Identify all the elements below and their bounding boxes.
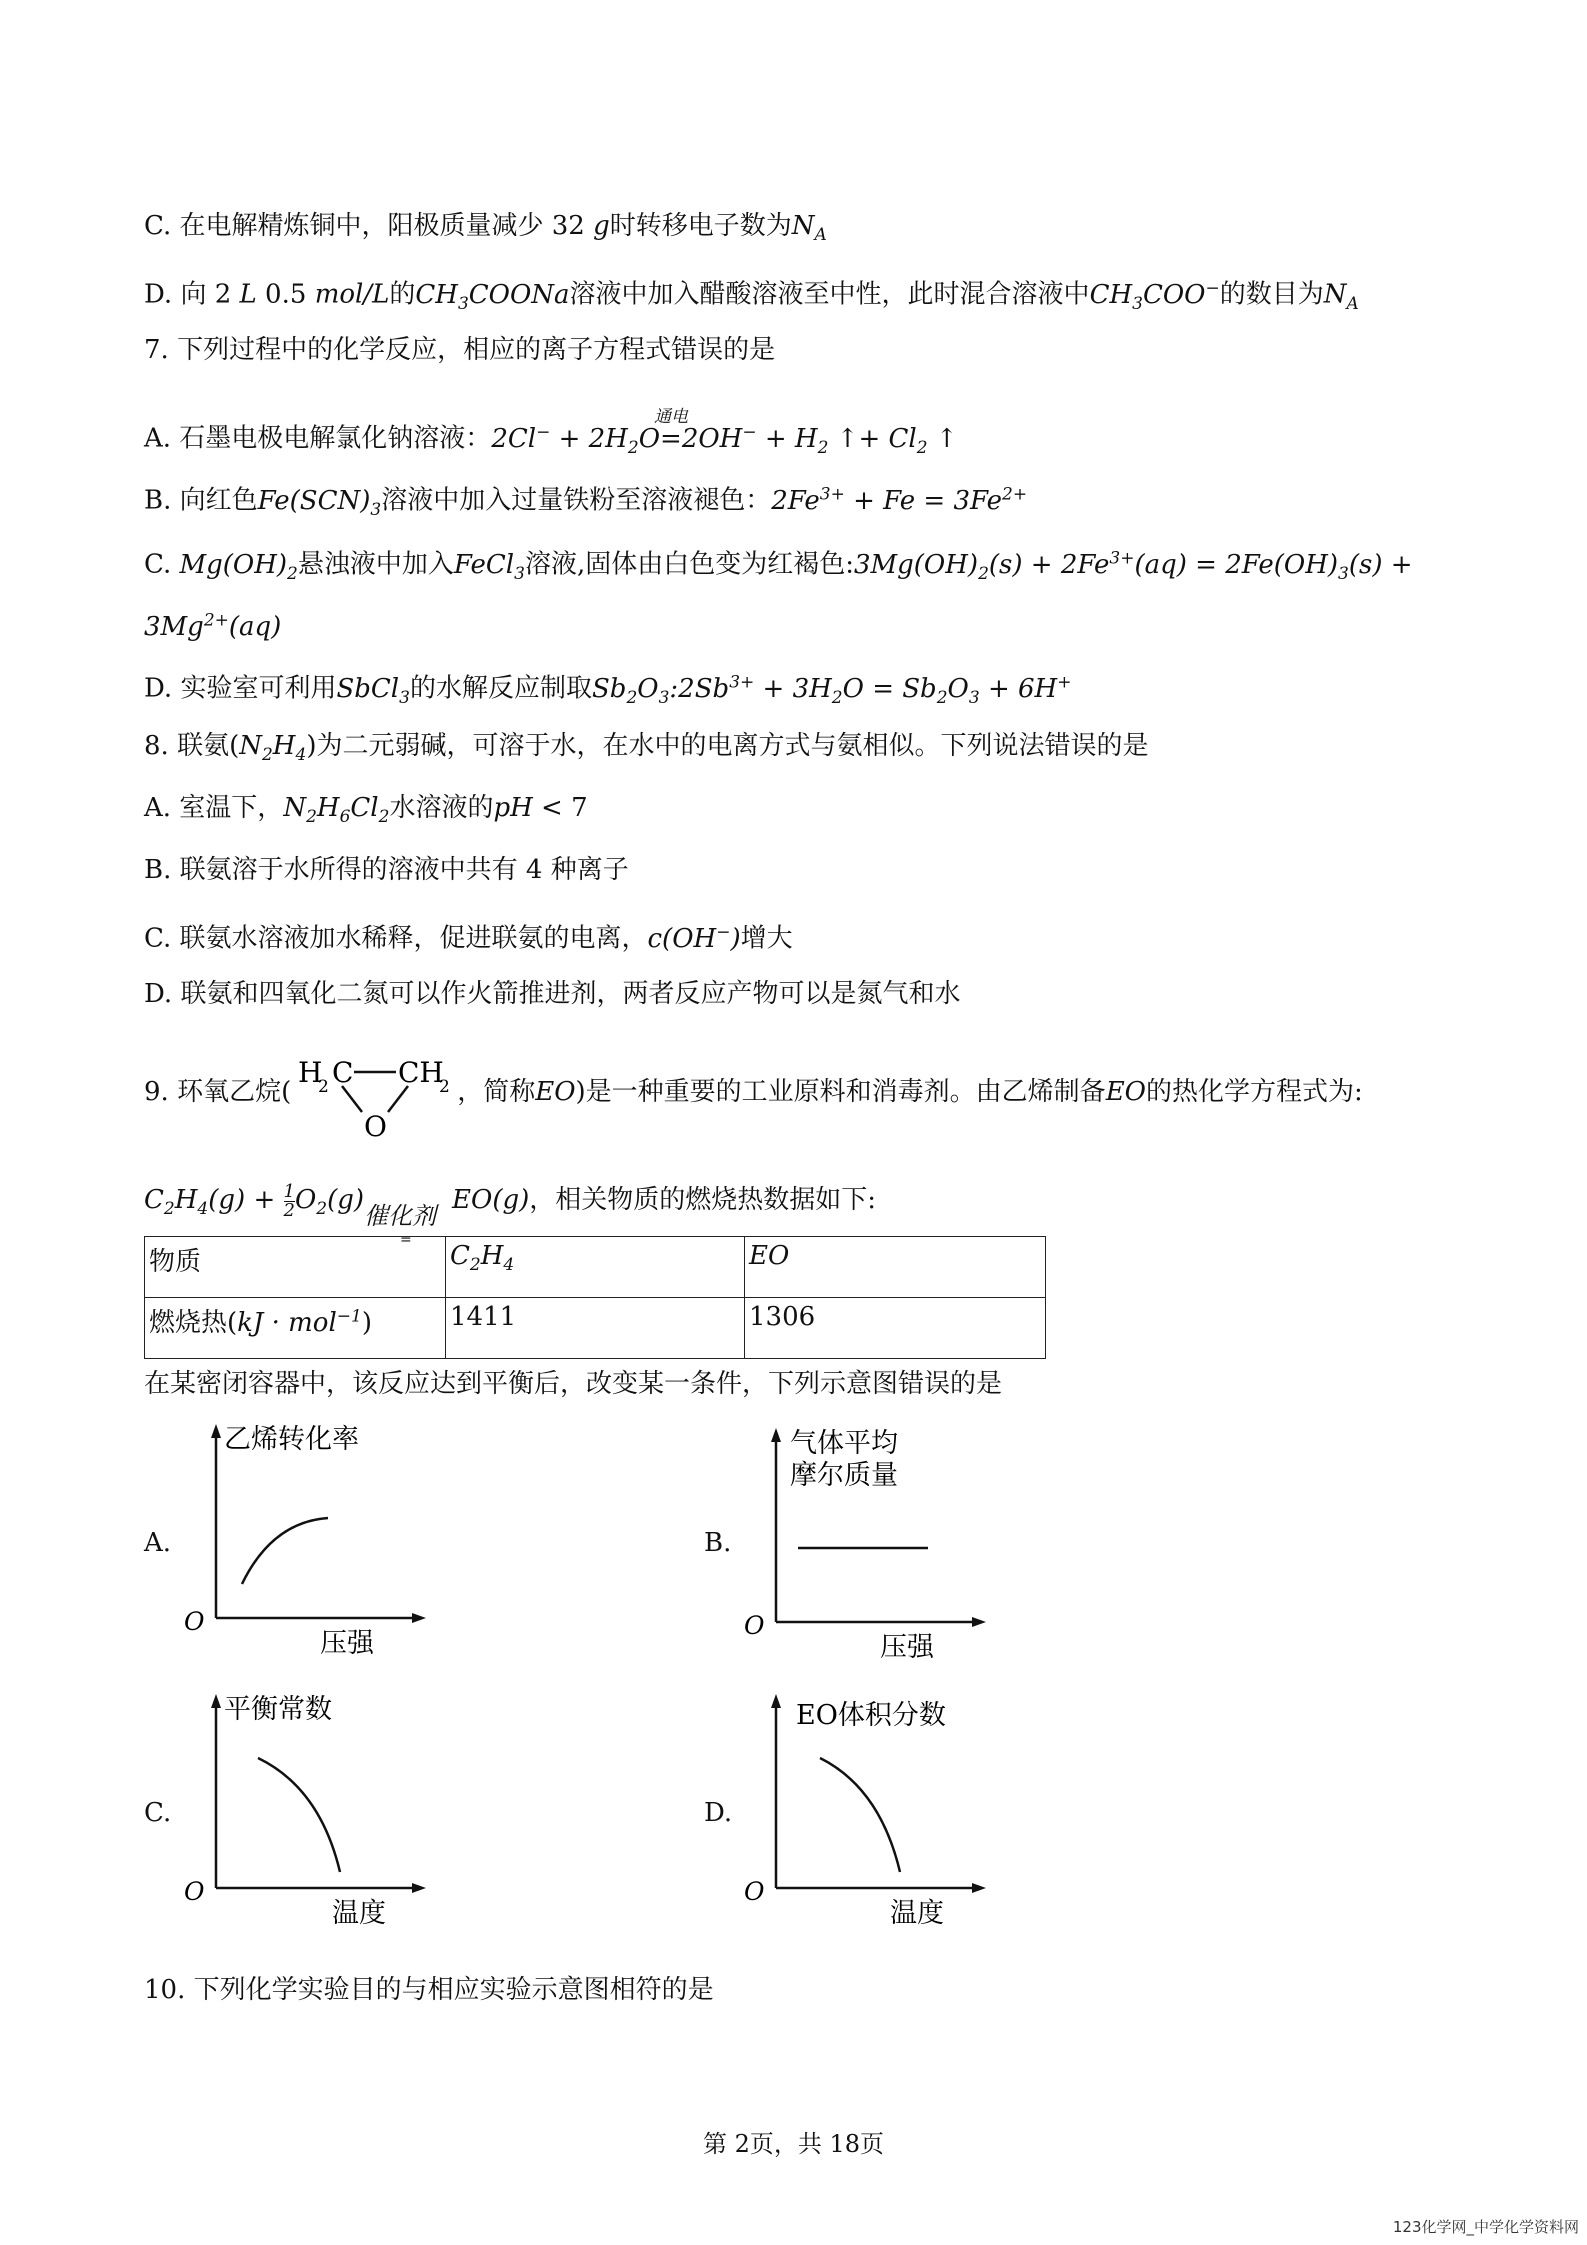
graph-d	[740, 1690, 1000, 1930]
q8-option-a: A. 室温下，$N_2H_6Cl_2$水溶液的pH < 7	[144, 793, 588, 828]
struct-left-sub: 2	[318, 1077, 329, 1097]
graph-a-xlabel: 压强	[320, 1628, 374, 1659]
watermark: 123化学网_中学化学资料网	[1392, 2218, 1579, 2236]
graph-c-ylabel: 平衡常数	[224, 1694, 332, 1725]
graph-a-label: A.	[144, 1528, 172, 1558]
table-row	[145, 1298, 1046, 1359]
struct-left-h: H	[298, 1056, 323, 1089]
graph-b-ylabel-1: 气体平均	[790, 1428, 898, 1459]
struct-right-ch: CH	[398, 1056, 444, 1089]
table-cell: 1306	[745, 1298, 1046, 1359]
table-header-eo: EO	[745, 1237, 1046, 1298]
graph-b-ylabel-2: 摩尔质量	[790, 1460, 898, 1491]
svg-text:C: C	[332, 1056, 354, 1089]
table-header-substance: 物质	[145, 1237, 446, 1298]
graph-a-ylabel: 乙烯转化率	[224, 1424, 359, 1455]
ethylene-oxide-structure	[296, 1044, 476, 1144]
table-row-label: 燃烧热(kJ · mol$^{-1}$)	[145, 1298, 446, 1359]
q8-option-b: B. 联氨溶于水所得的溶液中共有 4 种离子	[144, 855, 629, 885]
q9-question: 在某密闭容器中，该反应达到平衡后，改变某一条件，下列示意图错误的是	[144, 1369, 1003, 1399]
graph-d-label: D.	[704, 1798, 733, 1828]
combustion-heat-table	[144, 1236, 1046, 1359]
q8-option-c: C. 联氨水溶液加水稀释，促进联氨的电离，c(OH−)增大	[144, 922, 793, 954]
graph-c	[180, 1690, 440, 1930]
q7-option-c-cont: $3Mg^{2+}(aq)$	[144, 610, 282, 642]
q7-stem: 7. 下列过程中的化学反应，相应的离子方程式错误的是	[144, 335, 776, 365]
struct-oxygen: O	[364, 1110, 387, 1143]
graph-a	[180, 1420, 440, 1660]
q7-option-a: A. 石墨电极电解氯化钠溶液：$2Cl^- + 2H_2O$ 通电 $=2OH^- + H_2$ ↑+ $Cl_2$ ↑	[144, 406, 958, 458]
graph-a-origin: O	[184, 1607, 205, 1636]
graph-c-xlabel: 温度	[332, 1898, 386, 1929]
graph-d-xlabel: 温度	[890, 1898, 944, 1929]
graph-c-origin: O	[184, 1877, 205, 1906]
graph-b-origin: O	[744, 1611, 765, 1640]
table-header-c2h4: $C_2H_4$	[446, 1237, 745, 1298]
q8-option-d: D. 联氨和四氧化二氮可以作火箭推进剂，两者反应产物可以是氮气和水	[144, 979, 961, 1009]
q7-option-c: C. $Mg(OH)_2$悬浊液中加入FeCl$_3$溶液,固体由白色变为红褐色$:3Mg(OH)_2(s) + 2Fe^{3+}(aq) = 2Fe(OH)_3(s)$ +	[144, 548, 1413, 584]
q10-stem: 10. 下列化学实验目的与相应实验示意图相符的是	[144, 1975, 714, 2005]
struct-right-sub: 2	[439, 1077, 450, 1097]
graph-b	[740, 1424, 1000, 1664]
page-footer: 第 2页，共 18页	[702, 2130, 885, 2158]
table-cell: 1411	[446, 1298, 745, 1359]
q9-stem: 9. 环氧乙烷( ，简称EO)是一种重要的工业原料和消毒剂。由乙烯制备EO的热化学方程式为:	[144, 1077, 1363, 1107]
graph-b-label: B.	[704, 1528, 732, 1558]
q7-option-d: D. 实验室可利用SbCl$_3$的水解反应制取$Sb_2O_3:2Sb^{3+} + 3H_2O = Sb_2O_3 + 6H^+$	[144, 672, 1072, 708]
q6-option-d: D. 向 2 L 0.5 mol/L的$CH_3COONa$溶液中加入醋酸溶液至中性，此时混合溶液中$CH_3COO^-$的数目为$N_A$	[144, 278, 1359, 314]
q8-stem: 8. 联氨$(N_2H_4)$为二元弱碱，可溶于水，在水中的电离方式与氨相似。下列说法错误的是	[144, 731, 1149, 766]
q7-option-b: B. 向红色$Fe(SCN)_3$溶液中加入过量铁粉至溶液褪色：$2Fe^{3+} + Fe = 3Fe^{2+}$	[144, 484, 1028, 520]
graph-b-xlabel: 压强	[880, 1632, 934, 1663]
graph-d-origin: O	[744, 1877, 765, 1906]
table-row	[145, 1237, 1046, 1298]
q6-option-c: C. 在电解精炼铜中，阳极质量减少 32 g时转移电子数为$N_A$	[144, 211, 827, 246]
graph-d-ylabel: EO体积分数	[796, 1700, 946, 1731]
q9-equation: $C_2H_4(g) + \frac{1}{2}$ $O_2(g)$ 催化剂 = EO(g)，相关物质的燃烧热数据如下:	[144, 1180, 877, 1248]
graph-c-label: C.	[144, 1798, 172, 1828]
